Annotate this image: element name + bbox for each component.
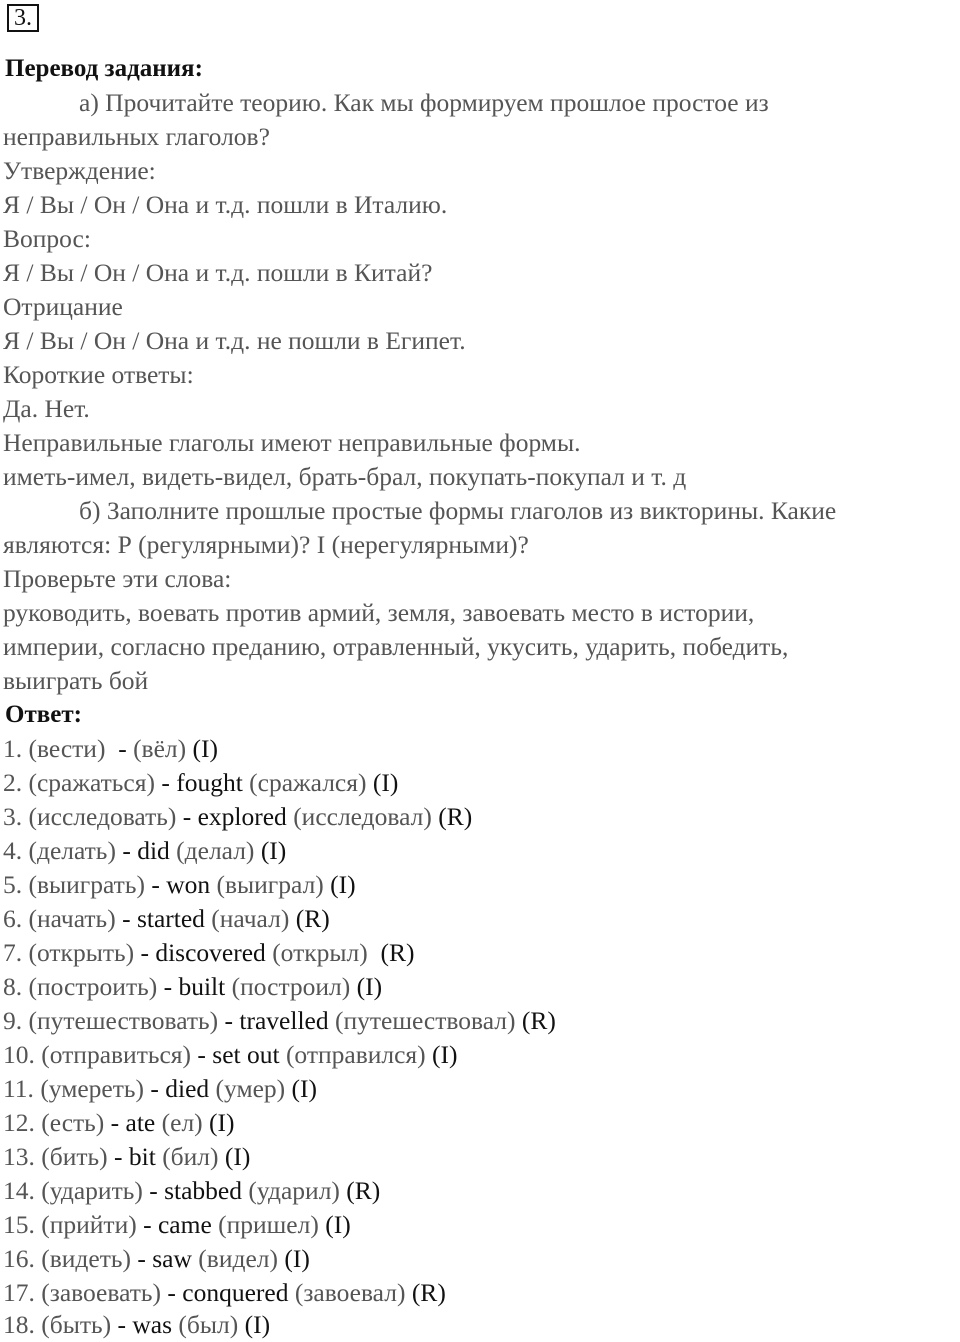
answer-number: 8.	[3, 972, 23, 1001]
answer-russian-past: (пришел)	[218, 1210, 319, 1239]
translation-line: Я / Вы / Он / Она и т.д. пошли в Китай?	[3, 258, 433, 287]
answer-infinitive: (отправиться)	[41, 1040, 192, 1069]
answer-number: 13.	[3, 1142, 35, 1171]
answer-number: 7.	[3, 938, 23, 967]
answer-english-past: bit	[128, 1142, 156, 1171]
translation-line: неправильных глаголов?	[3, 122, 270, 151]
answer-verb-type: (I)	[432, 1040, 458, 1069]
translation-line: б) Заполните прошлые простые формы глаголов из викторины. Какие	[79, 496, 837, 525]
answer-number: 18.	[3, 1310, 35, 1339]
answer-verb-type: (I)	[209, 1108, 235, 1137]
answer-english-past: discovered	[155, 938, 266, 967]
answer-english-past: travelled	[239, 1006, 329, 1035]
answer-dash: -	[157, 972, 179, 1001]
answer-item	[3, 800, 472, 834]
answer-russian-past: (ударил)	[248, 1176, 340, 1205]
answer-verb-type: (R)	[346, 1176, 381, 1205]
answer-infinitive: (умереть)	[40, 1074, 145, 1103]
answer-english-past: stabbed	[164, 1176, 242, 1205]
answer-english-past: fought	[176, 768, 243, 797]
answer-english-past: set out	[212, 1040, 280, 1069]
answer-infinitive: (выиграть)	[28, 870, 145, 899]
answer-verb-type: (I)	[325, 1210, 351, 1239]
answer-number: 4.	[3, 836, 23, 865]
answer-dash: -	[176, 802, 198, 831]
translation-heading: Перевод задания:	[5, 55, 203, 82]
translation-line: Короткие ответы:	[3, 360, 194, 389]
answer-infinitive: (завоевать)	[41, 1278, 162, 1307]
answer-russian-past: (видел)	[198, 1244, 278, 1273]
answer-item	[3, 1038, 458, 1072]
answer-item	[3, 1276, 446, 1310]
answer-number: 16.	[3, 1244, 35, 1273]
answer-number: 12.	[3, 1108, 35, 1137]
answer-verb-type: (I)	[291, 1074, 318, 1103]
answer-russian-past: (выиграл)	[216, 870, 324, 899]
answer-russian-past: (начал)	[211, 904, 290, 933]
answer-dash: -	[144, 870, 167, 899]
answer-number: 10.	[3, 1040, 35, 1069]
answer-verb-type: (I)	[260, 836, 287, 865]
answer-english-past: won	[166, 870, 211, 899]
answer-russian-past: (сражался)	[249, 768, 367, 797]
answer-heading: Ответ:	[5, 701, 82, 728]
answer-infinitive: (прийти)	[41, 1210, 137, 1239]
answer-verb-type: (R)	[438, 802, 473, 831]
answer-verb-type: (R)	[295, 904, 330, 933]
translation-line: Неправильные глаголы имеют неправильные формы.	[3, 428, 581, 457]
answer-verb-type: (I)	[224, 1142, 251, 1171]
answer-english-past: built	[178, 972, 226, 1001]
answer-russian-past: (построил)	[231, 972, 351, 1001]
answer-number: 14.	[3, 1176, 35, 1205]
answer-item	[3, 1208, 351, 1242]
translation-line: Проверьте эти слова:	[3, 564, 232, 593]
answer-dash: -	[111, 734, 134, 763]
answer-infinitive: (бить)	[41, 1142, 108, 1171]
translation-line: Я / Вы / Он / Она и т.д. пошли в Италию.	[3, 190, 448, 219]
translation-line: империи, согласно преданию, отравленный, укусить, ударить, победить,	[3, 632, 789, 661]
answer-verb-type: (I)	[372, 768, 399, 797]
answer-number: 6.	[3, 904, 23, 933]
answer-english-past: ate	[125, 1108, 156, 1137]
answer-dash: -	[104, 1108, 126, 1137]
answer-infinitive: (есть)	[41, 1108, 105, 1137]
answer-dash: -	[191, 1040, 213, 1069]
translation-line: Я / Вы / Он / Она и т.д. не пошли в Египет.	[3, 326, 466, 355]
answer-dash: -	[142, 1176, 165, 1205]
answer-number: 15.	[3, 1210, 35, 1239]
answer-verb-type: (I)	[356, 972, 383, 1001]
answer-english-past: was	[132, 1310, 173, 1339]
translation-line: Да. Нет.	[3, 394, 90, 423]
answer-dash: -	[111, 1310, 133, 1339]
answer-item	[3, 1106, 235, 1140]
answer-verb-type: (R)	[521, 1006, 556, 1035]
answer-russian-past: (ел)	[161, 1108, 203, 1137]
answer-number: 11.	[3, 1074, 34, 1103]
answer-item	[3, 970, 382, 1004]
answer-item	[3, 1140, 250, 1174]
answer-dash: -	[107, 1142, 129, 1171]
answer-item	[3, 936, 414, 970]
answer-verb-type: (R)	[411, 1278, 446, 1307]
translation-line: Отрицание	[3, 292, 123, 321]
translation-line: руководить, воевать против армий, земля, завоевать место в истории,	[3, 598, 755, 627]
answer-item	[3, 834, 286, 868]
answer-russian-past: (вёл)	[133, 734, 187, 763]
answer-infinitive: (видеть)	[41, 1244, 131, 1273]
answer-number: 17.	[3, 1278, 35, 1307]
answer-infinitive: (построить)	[28, 972, 158, 1001]
answer-dash: -	[115, 836, 138, 865]
answer-english-past: saw	[152, 1244, 192, 1273]
answer-verb-type: (I)	[330, 870, 356, 899]
answer-russian-past: (бил)	[162, 1142, 219, 1171]
answer-number: 1.	[3, 734, 23, 763]
answer-russian-past: (путешествовал)	[334, 1006, 516, 1035]
answer-infinitive: (исследовать)	[28, 802, 177, 831]
translation-line: являются: Р (регулярными)? I (нерегулярными)?	[3, 530, 529, 559]
answer-english-past: explored	[197, 802, 287, 831]
answer-english-past: did	[137, 836, 170, 865]
answer-infinitive: (открыть)	[28, 938, 135, 967]
answer-item	[3, 1308, 270, 1342]
answer-infinitive: (делать)	[28, 836, 116, 865]
answer-verb-type: (I)	[192, 734, 218, 763]
translation-line: Утверждение:	[3, 156, 156, 185]
answer-item	[3, 1072, 317, 1106]
answer-dash: -	[136, 1210, 158, 1239]
translation-line: выиграть бой	[3, 666, 149, 695]
answer-dash: -	[144, 1074, 166, 1103]
answer-number: 5.	[3, 870, 23, 899]
answer-verb-type: (I)	[284, 1244, 310, 1273]
answer-dash: -	[131, 1244, 153, 1273]
answer-item	[3, 1242, 310, 1276]
answer-item	[3, 902, 330, 936]
translation-line: а) Прочитайте теорию. Как мы формируем прошлое простое из	[79, 88, 769, 117]
answer-number: 3.	[3, 802, 23, 831]
answer-russian-past: (открыл)	[272, 938, 368, 967]
translation-line: Вопрос:	[3, 224, 91, 253]
answer-russian-past: (отправился)	[285, 1040, 426, 1069]
answer-infinitive: (быть)	[41, 1310, 112, 1339]
answer-number: 9.	[3, 1006, 23, 1035]
answer-infinitive: (сражаться)	[28, 768, 155, 797]
answer-dash: -	[115, 904, 137, 933]
answer-item	[3, 732, 218, 766]
answer-dash: -	[218, 1006, 240, 1035]
answer-item	[3, 1004, 556, 1038]
answer-russian-past: (умер)	[215, 1074, 286, 1103]
answer-verb-type: (R)	[380, 938, 415, 967]
answer-item	[3, 868, 356, 902]
answer-russian-past: (исследовал)	[293, 802, 432, 831]
answer-russian-past: (был)	[178, 1310, 239, 1339]
translation-line: иметь-имел, видеть-видел, брать-брал, покупать-покупал и т. д	[3, 462, 687, 491]
answer-item	[3, 1174, 380, 1208]
task-number-box: 3.	[7, 4, 39, 32]
answer-russian-past: (делал)	[176, 836, 255, 865]
answer-infinitive: (ударить)	[41, 1176, 143, 1205]
answer-english-past: conquered	[182, 1278, 289, 1307]
answer-item	[3, 766, 398, 800]
answer-english-past: came	[157, 1210, 212, 1239]
answer-number: 2.	[3, 768, 23, 797]
answer-infinitive: (вести)	[28, 734, 106, 763]
answer-english-past: started	[136, 904, 205, 933]
answer-infinitive: (путешествовать)	[28, 1006, 219, 1035]
answer-dash: -	[161, 1278, 183, 1307]
answer-russian-past: (завоевал)	[294, 1278, 406, 1307]
answer-dash: -	[154, 768, 177, 797]
answer-verb-type: (I)	[244, 1310, 271, 1339]
answer-english-past: died	[165, 1074, 210, 1103]
answer-dash: -	[134, 938, 156, 967]
answer-infinitive: (начать)	[28, 904, 116, 933]
